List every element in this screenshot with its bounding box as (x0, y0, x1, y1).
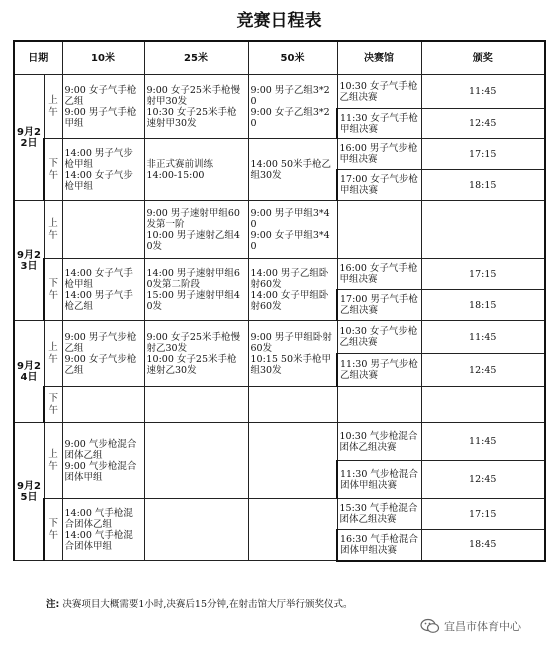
final-event-empty (337, 201, 421, 259)
header-10m: 10米 (62, 41, 144, 75)
award-time: 18:15 (421, 170, 545, 201)
event-cell-m50: 14:00 50米手枪乙组30发 (248, 139, 337, 201)
event-cell-m10: 14:00 气手枪混合团体乙组 14:00 气手枪混合团体甲组 (62, 499, 144, 561)
pm-label-text: 下午 (48, 392, 58, 416)
event-cell-m25: 9:00 男子速射甲组60发第一阶 10:00 男子速射乙组40发 (144, 201, 248, 259)
final-event: 16:30 气手枪混合团体甲组决赛 (337, 530, 421, 561)
event-cell-m50: 9:00 男子乙组3*20 9:00 女子乙组3*20 (248, 75, 337, 139)
table-row (14, 423, 545, 461)
date-cell: 9月22日 (14, 75, 44, 201)
award-time: 17:15 (421, 499, 545, 530)
award-time: 17:15 (421, 259, 545, 290)
am-label (44, 423, 62, 499)
pm-label (44, 387, 62, 423)
footnote-text: 决赛项目大概需要1小时,决赛后15分钟,在射击馆大厅举行颁奖仪式。 (62, 599, 353, 610)
event-cell-m25: 14:00 男子速射甲组60发第二阶段 15:00 男子速射甲组40发 (144, 259, 248, 321)
footnote-label: 注: (46, 599, 60, 610)
event-cell-m25: 非正式赛前训练 14:00-15:00 (144, 139, 248, 201)
event-cell-m10 (62, 387, 144, 423)
final-event: 17:00 男子气手枪乙组决赛 (337, 290, 421, 321)
schedule-table (13, 40, 546, 562)
pm-label (44, 259, 62, 321)
page-title: 竞赛日程表 (236, 11, 322, 31)
event-cell-m25: 9:00 女子25米手枪慢射乙30发 10:00 女子25米手枪速射乙30发 (144, 321, 248, 387)
header-award: 颁奖 (421, 41, 545, 75)
event-cell-m50 (248, 423, 337, 499)
award-time: 18:45 (421, 530, 545, 561)
final-event: 10:30 女子气步枪乙组决赛 (337, 321, 421, 354)
final-event: 15:30 气手枪混合团体乙组决赛 (337, 499, 421, 530)
event-cell-m25 (144, 387, 248, 423)
am-label-text: 上午 (48, 448, 58, 472)
final-event: 11:30 女子气手枪甲组决赛 (337, 109, 421, 139)
header-date: 日期 (14, 41, 62, 75)
final-event: 16:00 女子气手枪甲组决赛 (337, 259, 421, 290)
header-final-hall: 决赛馆 (337, 41, 421, 75)
table-row (14, 387, 545, 423)
event-cell-m50 (248, 387, 337, 423)
award-time-empty (421, 387, 545, 423)
am-label (44, 201, 62, 259)
event-cell-m10: 9:00 男子气步枪乙组 9:00 女子气步枪乙组 (62, 321, 144, 387)
event-cell-m50: 9:00 男子甲组3*40 9:00 女子甲组3*40 (248, 201, 337, 259)
date-cell: 9月23日 (14, 201, 44, 321)
final-event: 11:30 男子气步枪乙组决赛 (337, 354, 421, 387)
table-row (14, 139, 545, 170)
award-time: 12:45 (421, 109, 545, 139)
pm-label-text: 下午 (48, 517, 58, 541)
am-label-text: 上午 (48, 94, 58, 118)
event-cell-m10: 14:00 女子气手枪甲组 14:00 男子气手枪乙组 (62, 259, 144, 321)
award-time: 12:45 (421, 461, 545, 499)
final-event: 16:00 男子气步枪甲组决赛 (337, 139, 421, 170)
final-event: 17:00 女子气步枪甲组决赛 (337, 170, 421, 201)
event-cell-m50: 14:00 男子乙组卧射60发 14:00 女子甲组卧射60发 (248, 259, 337, 321)
event-cell-m25: 9:00 女子25米手枪慢射甲30发 10:30 女子25米手枪速射甲30发 (144, 75, 248, 139)
am-label (44, 321, 62, 387)
award-time: 11:45 (421, 75, 545, 109)
award-time: 18:15 (421, 290, 545, 321)
table-row (14, 259, 545, 290)
pm-label-text: 下午 (48, 277, 58, 301)
date-cell: 9月24日 (14, 321, 44, 423)
event-cell-m10: 14:00 男子气步枪甲组 14:00 女子气步枪甲组 (62, 139, 144, 201)
event-cell-m25 (144, 499, 248, 561)
footnote (46, 596, 353, 610)
header-50m: 50米 (248, 41, 337, 75)
pm-label (44, 499, 62, 561)
final-event: 10:30 气步枪混合团体乙组决赛 (337, 423, 421, 461)
award-time-empty (421, 201, 545, 259)
final-event: 11:30 气步枪混合团体甲组决赛 (337, 461, 421, 499)
event-cell-m25 (144, 423, 248, 499)
final-event-empty (337, 387, 421, 423)
wechat-icon (420, 618, 440, 634)
event-cell-m10: 9:00 女子气手枪乙组 9:00 男子气手枪甲组 (62, 75, 144, 139)
award-time: 11:45 (421, 321, 545, 354)
final-event: 10:30 女子气手枪乙组决赛 (337, 75, 421, 109)
event-cell-m10 (62, 201, 144, 259)
am-label-text: 上午 (48, 217, 58, 241)
award-time: 17:15 (421, 139, 545, 170)
table-row (14, 321, 545, 354)
am-label (44, 75, 62, 139)
table-row (14, 499, 545, 530)
pm-label-text: 下午 (48, 157, 58, 181)
header-row (14, 41, 545, 75)
event-cell-m50 (248, 499, 337, 561)
table-row (14, 201, 545, 259)
watermark (420, 618, 521, 634)
award-time: 11:45 (421, 423, 545, 461)
watermark-text: 宜昌市体育中心 (444, 620, 521, 633)
am-label-text: 上午 (48, 341, 58, 365)
event-cell-m10: 9:00 气步枪混合团体乙组 9:00 气步枪混合团体甲组 (62, 423, 144, 499)
pm-label (44, 139, 62, 201)
date-cell: 9月25日 (14, 423, 44, 561)
header-25m: 25米 (144, 41, 248, 75)
award-time: 12:45 (421, 354, 545, 387)
table-row (14, 75, 545, 109)
event-cell-m50: 9:00 男子甲组卧射60发 10:15 50米手枪甲组30发 (248, 321, 337, 387)
